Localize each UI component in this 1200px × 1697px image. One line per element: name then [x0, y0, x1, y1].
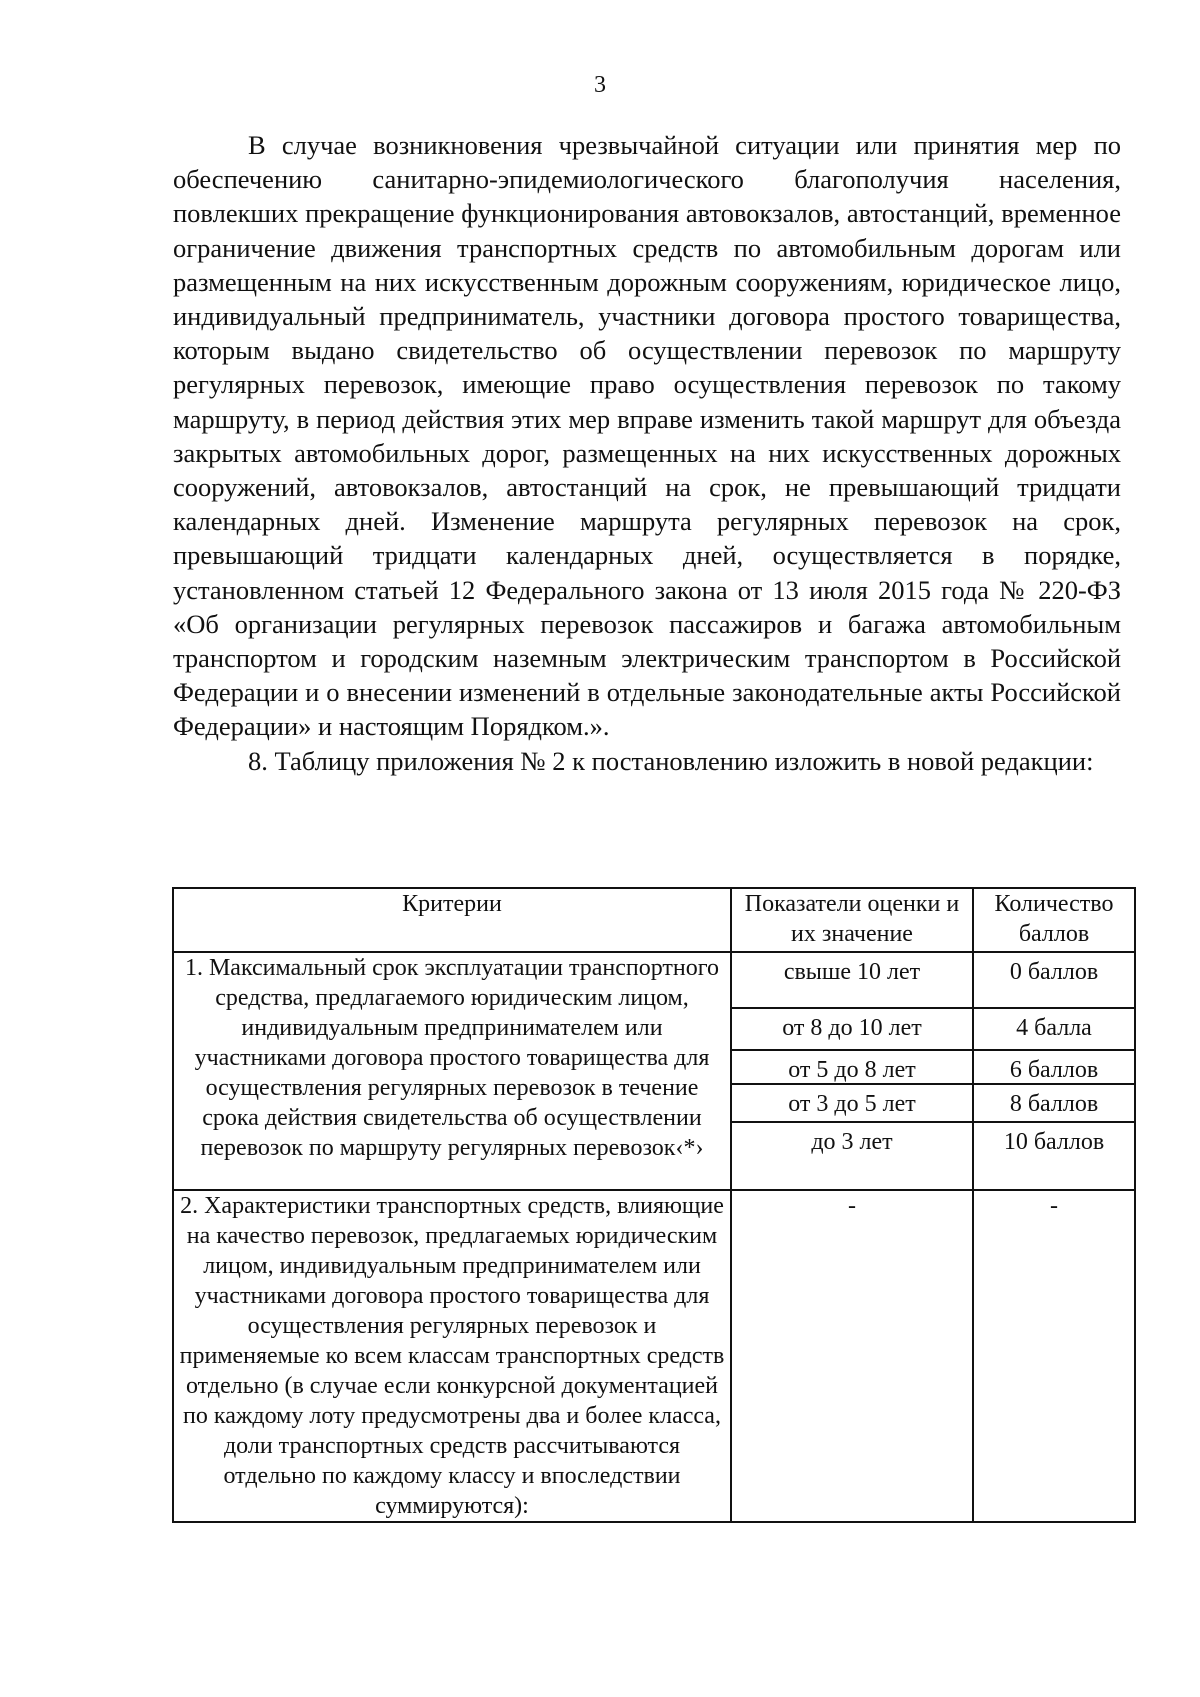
indicator-value: от 5 до 8 лет — [732, 1051, 972, 1085]
page-number: 3 — [594, 72, 606, 98]
header-criteria: Критерии — [173, 888, 731, 952]
score-value: 6 баллов — [974, 1051, 1134, 1085]
indicator-dash: - — [731, 1190, 973, 1522]
header-indicators: Показатели оценки и их значение — [731, 888, 973, 952]
score-value: 8 баллов — [974, 1085, 1134, 1123]
header-score: Количество баллов — [973, 888, 1135, 952]
paragraph-item-8: 8. Таблицу приложения № 2 к постановлению изложить в новой редакции: — [248, 745, 1094, 776]
indicator-value: от 8 до 10 лет — [732, 1009, 972, 1051]
paragraph-emergency-route-change: В случае возникновения чрезвычайной ситуации или принятия мер по обеспечению санитарно-эпидемиологического благополучия населения, повлекших прекращение функционирования автовокзалов, автостанций, временное ограничение движения транспортных средств по автомобильным дорогам или размещенным на них искусственным дорожным сооружениям, юридическое лицо, индивидуальный предприниматель, участники договора простого товарищества, которым выдано свидетельство об осуществлении перевозок по маршруту регулярных перевозок, имеющие право осуществления перевозок по такому маршруту, в период действия этих мер вправе изменить такой маршрут для объезда закрытых автомобильных дорог, размещенных на них искусственных дорожных сооружений, автовокзалов, автостанций на срок, не превышающий тридцати календарных дней. Изменение маршрута регулярных перевозок на срок, превышающий тридцати календарных дней, осуществляется в порядке, установленном статьей 12 Федерального закона от 13 июля 2015 года № 220-ФЗ «Об организации регулярных перевозок пассажиров и багажа автомобильным транспортом и городским наземным электрическим транспортом в Российской Федерации и о внесении изменений в отдельные законодательные акты Российской Федерации» и настоящим Порядком.». — [173, 130, 1121, 742]
indicator-value: свыше 10 лет — [732, 953, 972, 1009]
score-value: 4 балла — [974, 1009, 1134, 1051]
table-row — [173, 952, 1135, 1190]
table-header-row — [173, 888, 1135, 952]
score-value: 10 баллов — [1003, 1129, 1105, 1155]
indicator-value: от 3 до 5 лет — [732, 1085, 972, 1123]
score-value: 0 баллов — [974, 953, 1134, 1009]
body-text — [173, 128, 1121, 778]
criterion-1: 1. Максимальный срок эксплуатации транспортного средства, предлагаемого юридическим лицом, индивидуальным предпринимателем или участниками договора простого товарищества для осуществления регулярных перевозок в течение срока действия свидетельства об осуществлении перевозок по маршруту регулярных перевозок‹*› — [173, 952, 731, 1190]
criteria-table — [172, 887, 1136, 1523]
score-stack — [973, 952, 1135, 1190]
indicator-stack — [731, 952, 973, 1190]
indicator-value: до 3 лет — [811, 1129, 893, 1155]
score-dash: - — [973, 1190, 1135, 1522]
criterion-2: 2. Характеристики транспортных средств, влияющие на качество перевозок, предлагаемых юридическим лицом, индивидуальным предпринимателем или участниками договора простого товарищества для осуществления регулярных перевозок и применяемые ко всем классам транспортных средств отдельно (в случае если конкурсной документацией по каждому лоту предусмотрены два и более класса, доли транспортных средств рассчитываются отдельно по каждому классу и впоследствии суммируются): — [173, 1190, 731, 1522]
table-row — [173, 1190, 1135, 1522]
